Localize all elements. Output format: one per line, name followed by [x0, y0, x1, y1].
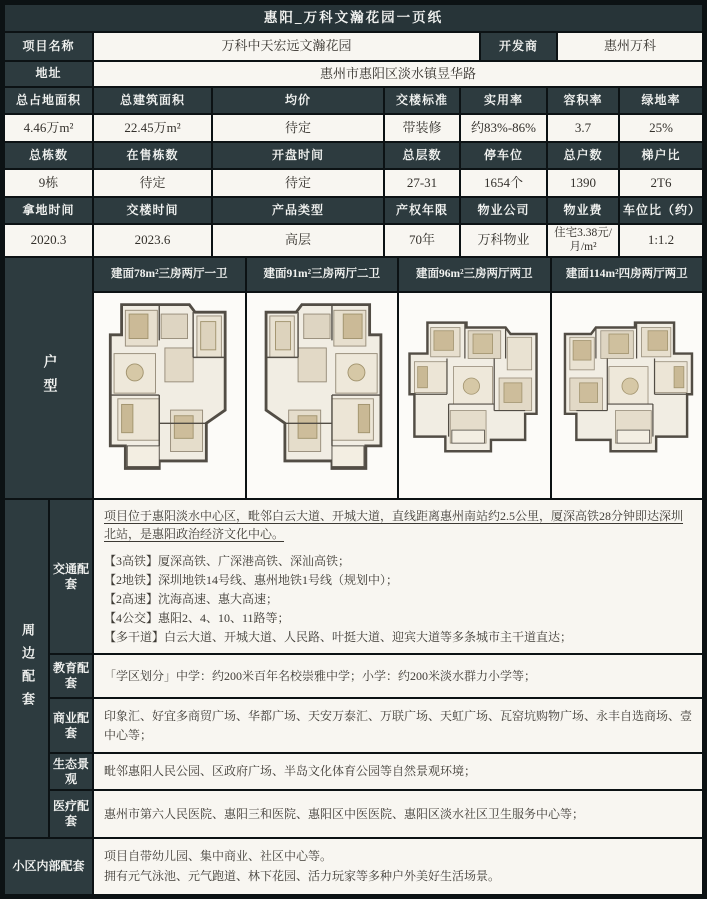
developer-label: 开发商 — [481, 33, 556, 60]
spec-header-cell: 产品类型 — [213, 198, 383, 223]
spec-header-cell: 容积率 — [548, 88, 618, 113]
ecology-text: 毗邻惠阳人民公园、区政府广场、半岛文化体育公园等自然景观环境； — [104, 764, 477, 779]
unit-type-header: 建面91m²三房两厅二卫 — [247, 258, 398, 291]
internal-line: 拥有元气泳池、元气跑道、林下花园、活力玩家等多种户外美好生活场景。 — [104, 868, 501, 883]
floor-plan-drawing — [251, 299, 392, 492]
spec-header-cell: 梯户比 — [620, 143, 702, 168]
unit-type-header: 建面96m²三房两厅两卫 — [399, 258, 550, 291]
spec-header-cell: 总栋数 — [5, 143, 92, 168]
spec-value-cell: 住宅3.38元/月/m² — [548, 225, 618, 256]
spec-header-cell: 绿地率 — [620, 88, 702, 113]
spec-header-cell: 拿地时间 — [5, 198, 92, 223]
spec-header-cell: 交楼时间 — [94, 198, 211, 223]
spec-value-cell: 9栋 — [5, 170, 92, 196]
internal-section-label: 小区内部配套 — [5, 839, 92, 894]
spec-value-cell: 70年 — [385, 225, 459, 256]
spec-header-cell: 物业费 — [548, 198, 618, 223]
medical-section-label: 医疗配套 — [50, 791, 92, 837]
business-section-label: 商业配套 — [50, 699, 92, 752]
ecology-section-body — [94, 754, 702, 789]
spec-value-cell: 2020.3 — [5, 225, 92, 256]
spec-header-cell: 总占地面积 — [5, 88, 92, 113]
spec-header-cell: 停车位 — [461, 143, 546, 168]
spec-value-cell: 2023.6 — [94, 225, 211, 256]
floor-plan-114 — [552, 293, 703, 498]
developer-value: 惠州万科 — [558, 33, 702, 60]
medical-text: 惠州市第六人民医院、惠阳三和医院、惠阳区中医医院、惠阳区淡水社区卫生服务中心等； — [104, 806, 585, 821]
spec-value-cell: 1654个 — [461, 170, 546, 196]
ecology-section-label: 生态景观 — [50, 754, 92, 789]
spec-value-cell: 约83%-86% — [461, 115, 546, 141]
traffic-bullet: 【4公交】惠阳2、4、10、11路等； — [104, 610, 290, 625]
internal-section-body — [94, 839, 702, 894]
spec-value-cell: 22.45万m² — [94, 115, 211, 141]
spec-header-cell: 总建筑面积 — [94, 88, 211, 113]
page-title: 惠阳_万科文瀚花园一页纸 — [5, 5, 702, 31]
project-name-label: 项目名称 — [5, 33, 92, 60]
spec-value-cell: 3.7 — [548, 115, 618, 141]
spec-header-cell: 均价 — [213, 88, 383, 113]
spec-header-cell: 总户数 — [548, 143, 618, 168]
spec-value-cell: 高层 — [213, 225, 383, 256]
spec-value-cell: 25% — [620, 115, 702, 141]
spec-value-cell: 待定 — [213, 170, 383, 196]
floor-plan-drawing — [99, 299, 240, 492]
unit-type-header: 建面114m²四房两厅两卫 — [552, 258, 703, 291]
spec-header-cell: 在售栋数 — [94, 143, 211, 168]
address-label: 地址 — [5, 62, 92, 86]
education-text: 「学区划分」中学：约200米百年名校崇雅中学；小学：约200米淡水群力小学等； — [104, 668, 537, 683]
project-name-value: 万科中天宏远文瀚花园 — [94, 33, 479, 60]
traffic-section-body — [94, 500, 702, 653]
spec-header-cell: 开盘时间 — [213, 143, 383, 168]
business-text: 印象汇、好宜多商贸广场、华都广场、天安万泰汇、万联广场、天虹广场、瓦窑坑购物广场、永丰自选商场、壹中心等； — [104, 708, 693, 742]
spec-value-cell: 1390 — [548, 170, 618, 196]
spec-header-cell: 实用率 — [461, 88, 546, 113]
traffic-bullet: 【多干道】白云大道、开城大道、人民路、叶挺大道、迎宾大道等多条城市主干道直达； — [104, 629, 573, 644]
floor-plan-78 — [94, 293, 245, 498]
spec-header-cell: 交楼标准 — [385, 88, 459, 113]
floor-plan-drawing — [556, 299, 699, 492]
traffic-bullet: 【2高速】沈海高速、惠大高速； — [104, 591, 279, 606]
spec-header-cell: 车位比（约） — [620, 198, 702, 223]
unit-type-header: 建面78m²三房两厅一卫 — [94, 258, 245, 291]
spec-value-cell: 万科物业 — [461, 225, 546, 256]
spec-value-cell: 1:1.2 — [620, 225, 702, 256]
traffic-bullet: 【2地铁】深圳地铁14号线、惠州地铁1号线（规划中）； — [104, 572, 399, 587]
unit-section-label: 户型 — [5, 258, 92, 498]
business-section-body — [94, 699, 702, 752]
floor-plan-96 — [399, 293, 550, 498]
floor-plan-drawing — [403, 299, 546, 492]
internal-line: 项目自带幼儿园、集中商业、社区中心等。 — [104, 849, 333, 864]
spec-value-cell: 待定 — [213, 115, 383, 141]
spec-header-cell: 产权年限 — [385, 198, 459, 223]
medical-section-body — [94, 791, 702, 837]
spec-header-cell: 物业公司 — [461, 198, 546, 223]
spec-value-cell: 2T6 — [620, 170, 702, 196]
spec-value-cell: 4.46万m² — [5, 115, 92, 141]
floor-plan-91 — [247, 293, 398, 498]
spec-value-cell: 待定 — [94, 170, 211, 196]
education-section-body — [94, 655, 702, 697]
traffic-intro: 项目位于惠阳淡水中心区，毗邻白云大道、开城大道，直线距离惠州南站约2.5公里，厦深高铁28分钟即达深圳北站，是惠阳政治经济文化中心。 — [104, 508, 684, 542]
education-section-label: 教育配套 — [50, 655, 92, 697]
spec-value-cell: 27-31 — [385, 170, 459, 196]
surroundings-group-label: 周边配套 — [5, 500, 48, 837]
spec-header-cell: 总层数 — [385, 143, 459, 168]
spec-value-cell: 带装修 — [385, 115, 459, 141]
address-value: 惠州市惠阳区淡水镇昱华路 — [94, 62, 702, 86]
traffic-section-label: 交通配套 — [50, 500, 92, 653]
traffic-bullet: 【3高铁】厦深高铁、广深港高铁、深汕高铁； — [104, 553, 351, 568]
